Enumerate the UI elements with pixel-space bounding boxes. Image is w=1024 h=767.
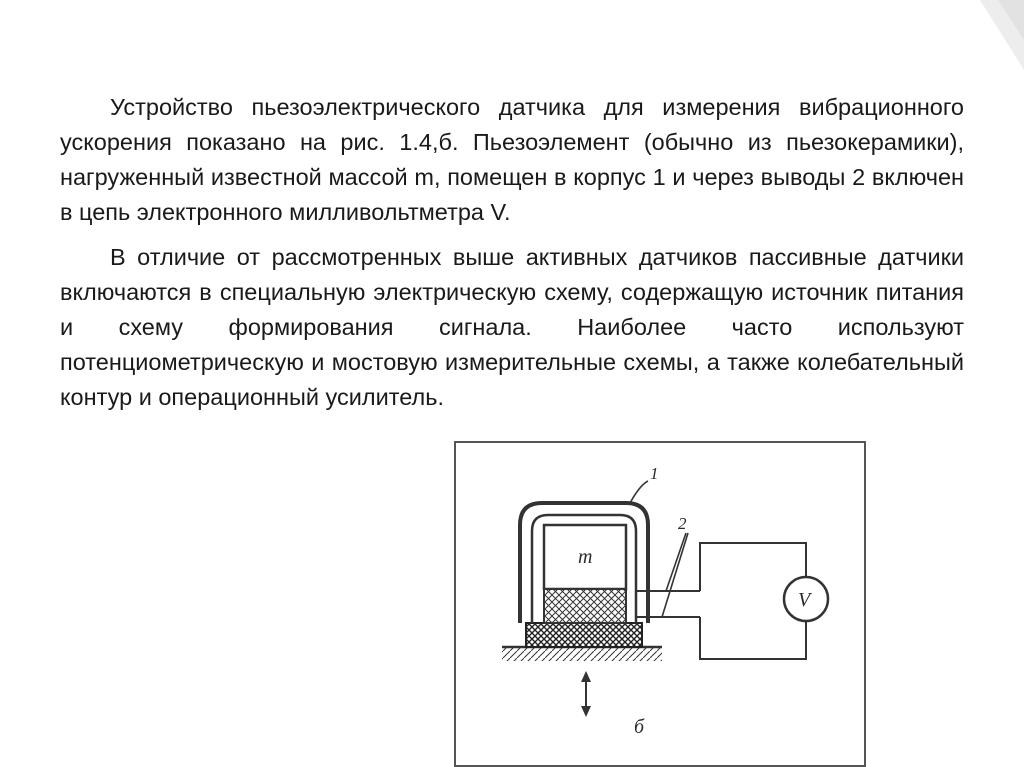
figure-caption-letter: б	[634, 716, 645, 738]
circuit-lower-wire	[700, 617, 806, 659]
mass-label: m	[578, 546, 593, 568]
voltmeter-label: V	[798, 589, 811, 611]
vibration-arrow-down	[581, 706, 591, 717]
lead-pointer-b	[662, 533, 688, 617]
vibration-arrow-up	[581, 671, 591, 682]
ground-hatch	[502, 647, 662, 661]
base-plate	[526, 623, 642, 647]
piezo-element	[544, 589, 626, 623]
leads-label: 2	[678, 514, 687, 533]
corner-decoration	[960, 0, 1024, 96]
housing-leader	[630, 481, 648, 503]
housing-label: 1	[650, 464, 659, 483]
piezo-sensor-figure	[454, 441, 866, 767]
text-block	[60, 90, 964, 425]
piezo-sensor-diagram	[454, 441, 866, 767]
paragraph-passive-sensors: В отличие от рассмотренных выше активных датчиков пассивные датчики включаются в специальную электрическую схему, содержащую источник питания и схему формирования сигнала. Наиболее часто используют потенциометрическую и мостовую измерительные схемы, а также колебательный контур и операционный усилитель.	[60, 244, 964, 410]
paragraph-piezo-sensor: Устройство пьезоэлектрического датчика для измерения вибрационного ускорения показано на рис. 1.4,б. Пьезоэлемент (обычно из пьезокерамики), нагруженный известной массой m, помещен в корпус 1 и через выводы 2 включен в цепь электронного милливольтметра V.	[60, 94, 964, 225]
lead-pointer-a	[666, 533, 686, 591]
